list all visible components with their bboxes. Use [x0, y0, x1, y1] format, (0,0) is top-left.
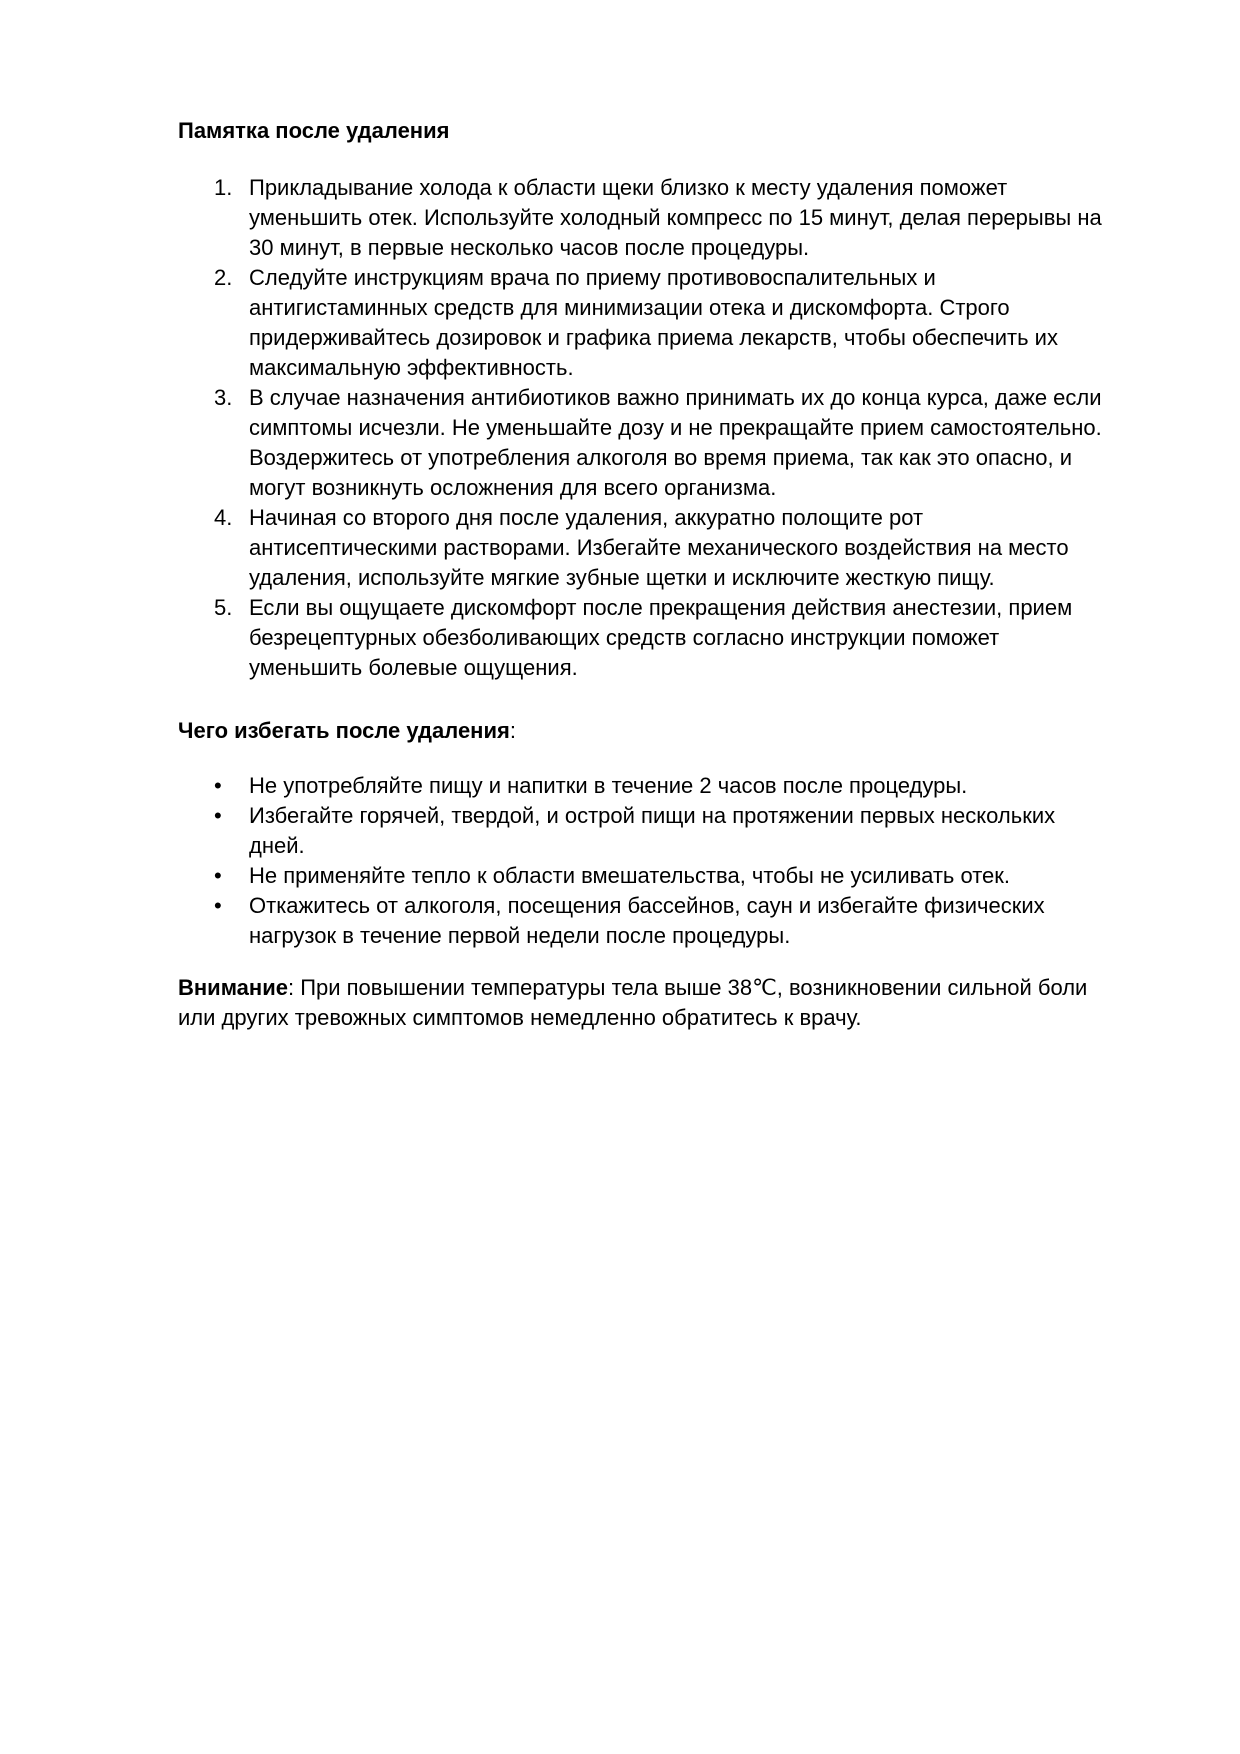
text-line: 30 минут, в первые несколько часов после процедуры.: [249, 235, 810, 260]
text-line: В случае назначения антибиотиков важно принимать их до конца курса, даже если: [249, 385, 1102, 410]
text-line: Избегайте горячей, твердой, и острой пищи на протяжении первых нескольких: [249, 803, 1056, 828]
avoid-item-1: [178, 771, 1163, 801]
list-number: 4.: [214, 505, 233, 530]
text-line: Откажитесь от алкоголя, посещения бассейнов, саун и избегайте физических: [249, 893, 1045, 918]
memo-title: Памятка после удаления: [178, 118, 450, 143]
document-content: [178, 116, 1163, 1033]
bullet-icon: •: [214, 863, 222, 888]
text-line: нагрузок в течение первой недели после процедуры.: [249, 923, 791, 948]
text-line: Воздержитесь от употребления алкоголя во время приема, так как это опасно, и: [249, 445, 1073, 470]
text-line: Не применяйте тепло к области вмешательства, чтобы не усиливать отек.: [249, 863, 1011, 888]
bullet-icon: •: [214, 893, 222, 918]
text-line: удаления, используйте мягкие зубные щетки и исключите жесткую пищу.: [249, 565, 995, 590]
aftercare-item-4: [178, 503, 1163, 593]
avoid-item-4: [178, 891, 1163, 951]
avoid-heading-text: Чего избегать после удаления: [178, 718, 510, 743]
text-line: Не употребляйте пищу и напитки в течение 2 часов после процедуры.: [249, 773, 968, 798]
text-line: уменьшить болевые ощущения.: [249, 655, 578, 680]
text-line: Следуйте инструкциям врача по приему противовоспалительных и: [249, 265, 936, 290]
aftercare-item-3: [178, 383, 1163, 503]
aftercare-item-1: [178, 173, 1163, 263]
warning-label: Внимание: [178, 975, 288, 1000]
avoid-bullet-list: [178, 771, 1163, 951]
warning-text-rest: : При повышении температуры тела выше 38℃, возникновении сильной боли: [287, 975, 1088, 1000]
avoid-section-heading: [178, 716, 1163, 746]
text-line: уменьшить отек. Используйте холодный компресс по 15 минут, делая перерывы на: [249, 205, 1102, 230]
avoid-item-3: [178, 861, 1163, 891]
text-line: симптомы исчезли. Не уменьшайте дозу и не прекращайте прием самостоятельно.: [249, 415, 1102, 440]
text-line: Начиная со второго дня после удаления, аккуратно полощите рот: [249, 505, 924, 530]
aftercare-numbered-list: [178, 173, 1163, 683]
text-line: безрецептурных обезболивающих средств согласно инструкции поможет: [249, 625, 1000, 650]
avoid-item-2: [178, 801, 1163, 861]
text-line: могут возникнуть осложнения для всего организма.: [249, 475, 777, 500]
bullet-icon: •: [214, 773, 222, 798]
list-number: 5.: [214, 595, 233, 620]
list-number: 3.: [214, 385, 233, 410]
bullet-icon: •: [214, 803, 222, 828]
warning-line-1: [178, 973, 1163, 1003]
list-number: 2.: [214, 265, 233, 290]
list-number: 1.: [214, 175, 233, 200]
warning-line-2: или других тревожных симптомов немедленно обратитесь к врачу.: [178, 1005, 862, 1030]
aftercare-item-5: [178, 593, 1163, 683]
avoid-heading-colon: :: [509, 718, 516, 743]
text-line: Прикладывание холода к области щеки близко к месту удаления поможет: [249, 175, 1008, 200]
warning-paragraph: [178, 973, 1163, 1033]
text-line: дней.: [249, 833, 305, 858]
aftercare-item-2: [178, 263, 1163, 383]
text-line: придерживайтесь дозировок и графика приема лекарств, чтобы обеспечить их: [249, 325, 1058, 350]
text-line: Если вы ощущаете дискомфорт после прекращения действия анестезии, прием: [249, 595, 1073, 620]
text-line: антигистаминных средств для минимизации отека и дискомфорта. Строго: [249, 295, 1010, 320]
text-line: антисептическими растворами. Избегайте механического воздействия на место: [249, 535, 1069, 560]
text-line: максимальную эффективность.: [249, 355, 574, 380]
